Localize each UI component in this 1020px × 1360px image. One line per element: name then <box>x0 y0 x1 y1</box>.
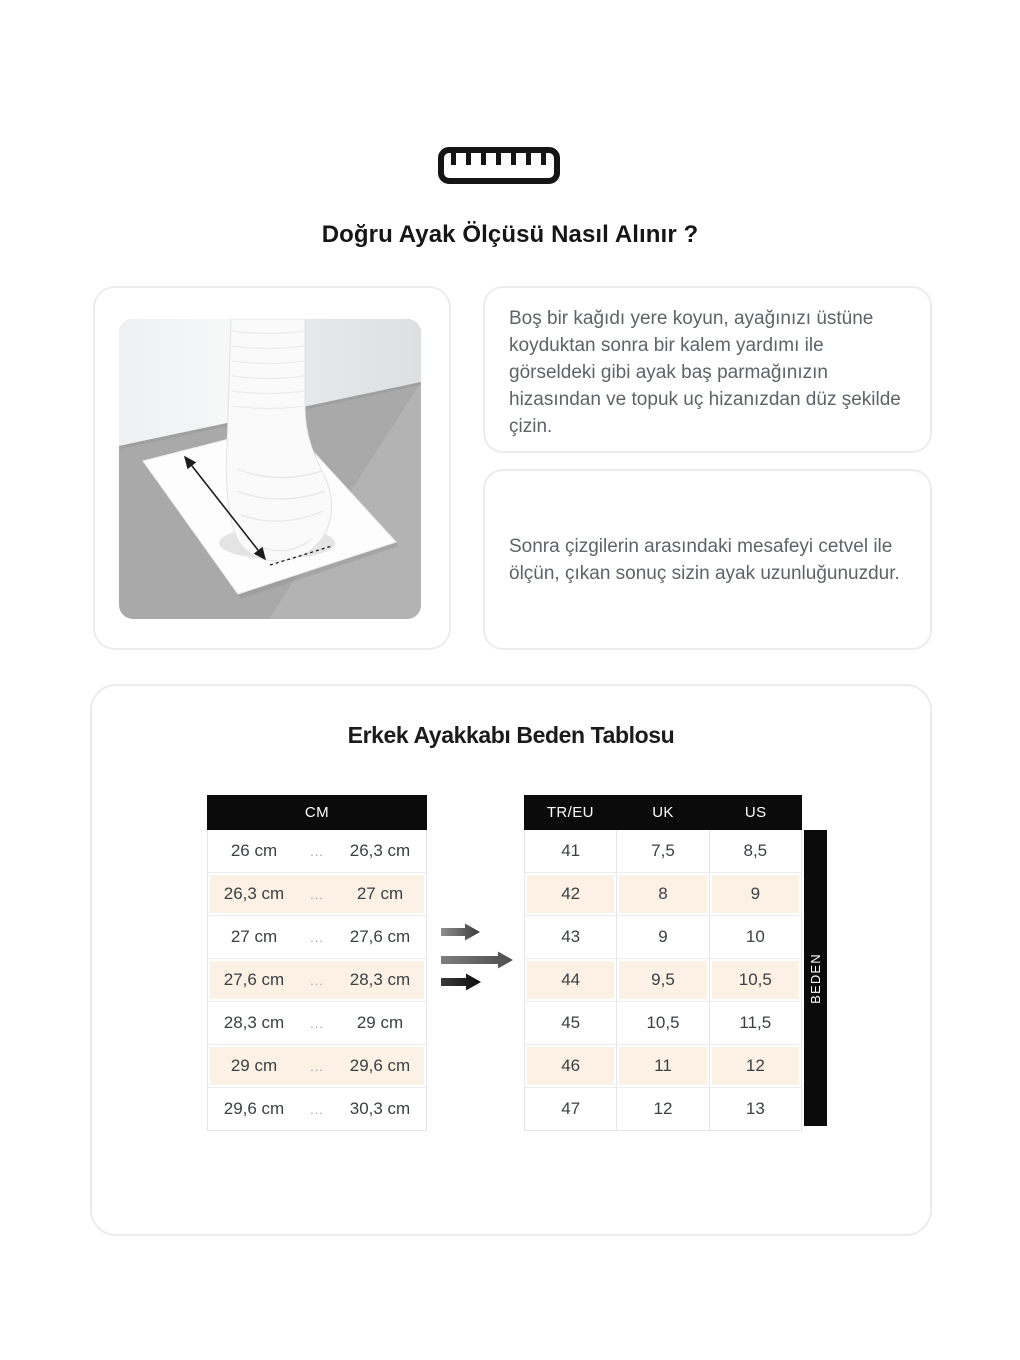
beden-side-label-text: BEDEN <box>808 952 824 1004</box>
cm-range-row <box>208 915 426 958</box>
range-dots: ... <box>310 1058 324 1074</box>
treu-size: 43 <box>561 927 581 946</box>
uk-size: 7,5 <box>616 830 708 872</box>
cm-from: 26 cm <box>230 841 278 860</box>
size-chart-card <box>90 684 932 1236</box>
us-size: 13 <box>709 1088 801 1130</box>
page-title: Doğru Ayak Ölçüsü Nasıl Alınır ? <box>321 221 699 248</box>
cm-table-body <box>207 830 427 1131</box>
cm-range-row <box>208 830 426 872</box>
range-dots: ... <box>310 972 324 988</box>
treu-size: 46 <box>525 1045 616 1087</box>
us-size: 10 <box>709 916 801 958</box>
cm-from: 27,6 cm <box>223 970 285 989</box>
cm-range-row <box>208 1087 426 1130</box>
size-row <box>525 872 801 915</box>
range-dots: ... <box>310 886 324 902</box>
cm-table-header: CM <box>207 795 427 830</box>
range-dots: ... <box>310 843 324 859</box>
cm-to: 26,3 cm <box>349 841 411 860</box>
uk-size: 12 <box>616 1088 708 1130</box>
size-table <box>524 795 802 1131</box>
cm-range-row <box>208 1044 426 1087</box>
cm-table <box>207 795 427 1131</box>
instruction-step-2-card <box>483 469 932 650</box>
uk-size: 8 <box>616 873 708 915</box>
size-row <box>525 958 801 1001</box>
uk-size: 9 <box>616 916 708 958</box>
cm-to: 28,3 cm <box>349 970 411 989</box>
range-dots: ... <box>310 1015 324 1031</box>
cm-to: 29 cm <box>356 1013 404 1032</box>
cm-range-row <box>208 1001 426 1044</box>
cm-range-row <box>208 958 426 1001</box>
cm-from: 26,3 cm <box>223 884 285 903</box>
instruction-step-1-card <box>483 286 932 453</box>
range-dots: ... <box>310 1101 324 1117</box>
cm-from: 29 cm <box>230 1056 278 1075</box>
instruction-step-1-text: Boş bir kağıdı yere koyun, ayağınızı üstüne koyduktan sonra bir kalem yardımı ile görseldeki gibi ayak baş parmağınızın hizasından ve topuk uç hizanızdan düz şekilde çizin. <box>509 308 901 437</box>
size-row <box>525 1001 801 1044</box>
us-size: 10,5 <box>709 959 801 1001</box>
foot-measurement-photo-card <box>93 286 451 650</box>
treu-size: 42 <box>525 873 616 915</box>
size-table-header-row <box>524 795 802 830</box>
uk-size: 10,5 <box>616 1002 708 1044</box>
size-row <box>525 915 801 958</box>
size-table-header-treu: TR/EU <box>546 804 594 821</box>
cm-from: 28,3 cm <box>223 1013 285 1032</box>
cm-from: 29,6 cm <box>223 1099 285 1118</box>
uk-size: 9,5 <box>616 959 708 1001</box>
size-chart-title: Erkek Ayakkabı Beden Tablosu <box>347 722 675 748</box>
cm-to: 29,6 cm <box>349 1056 411 1075</box>
treu-size: 44 <box>525 959 616 1001</box>
cm-to: 27,6 cm <box>349 927 411 946</box>
mapping-arrows-icon <box>439 916 517 992</box>
cm-range-row <box>208 872 426 915</box>
treu-size: 41 <box>561 841 581 860</box>
size-table-body <box>524 830 802 1131</box>
foot-measurement-photo <box>119 319 421 619</box>
size-table-header-us: US <box>744 804 767 821</box>
beden-side-label <box>804 830 827 1126</box>
size-row <box>525 1087 801 1130</box>
uk-size: 11 <box>616 1045 708 1087</box>
cm-to: 30,3 cm <box>349 1099 411 1118</box>
size-row <box>525 830 801 872</box>
us-size: 11,5 <box>709 1002 801 1044</box>
instruction-step-2-text: Sonra çizgilerin arasındaki mesafeyi cetvel ile ölçün, çıkan sonuç sizin ayak uzunluğunuzdur. <box>509 535 900 584</box>
treu-size: 45 <box>561 1013 581 1032</box>
cm-to: 27 cm <box>356 884 404 903</box>
treu-size: 47 <box>561 1099 581 1118</box>
size-row <box>525 1044 801 1087</box>
us-size: 12 <box>709 1045 801 1087</box>
us-size: 8,5 <box>709 830 801 872</box>
size-table-header-uk: UK <box>652 804 674 821</box>
range-dots: ... <box>310 929 324 945</box>
cm-from: 27 cm <box>230 927 278 946</box>
us-size: 9 <box>709 873 801 915</box>
ruler-icon <box>437 146 561 186</box>
